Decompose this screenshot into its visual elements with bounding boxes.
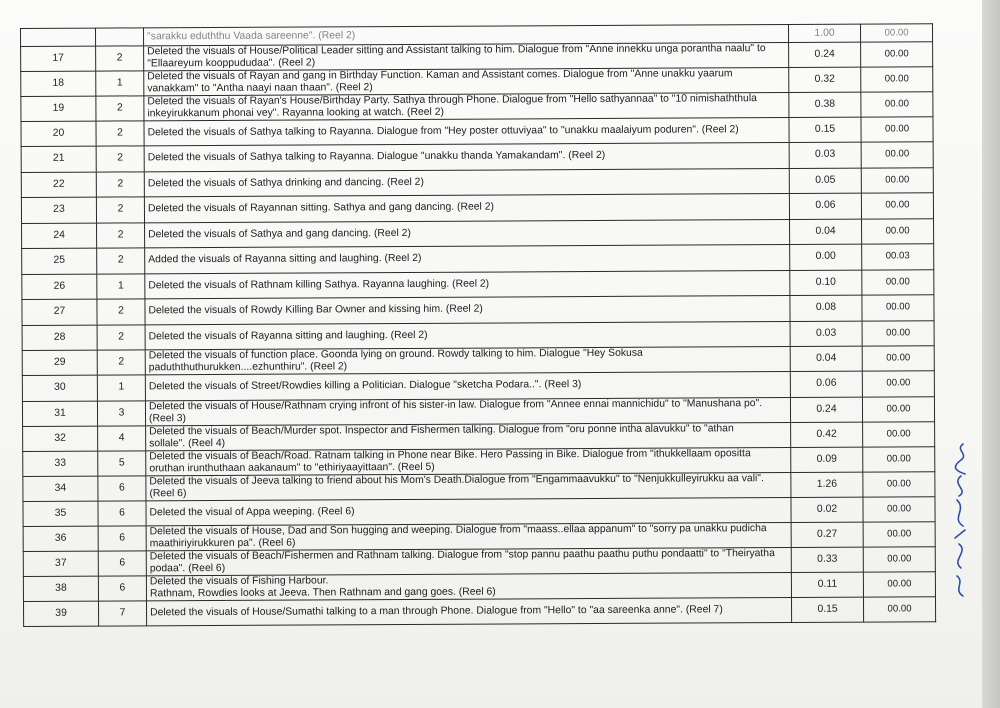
cell-duration-cut: 0.06: [789, 193, 861, 219]
cell-duration-cut: 0.03: [790, 321, 862, 347]
cell-duration-added: 00.00: [861, 67, 933, 92]
cell-reel: 6: [98, 500, 146, 526]
cell-no: 30: [22, 375, 97, 401]
cell-no: [21, 28, 96, 46]
cell-duration-cut: 0.15: [791, 597, 863, 622]
cell-reel: 3: [97, 400, 145, 425]
cell-duration-cut: 0.09: [791, 447, 863, 472]
cell-reel: 6: [98, 526, 146, 551]
cell-description: Deleted the visuals of Beach/Murder spot. Inspector and Fishermen talking. Dialogue from "oru ponne intha alavukku" to "athan sollale". (Reel 4): [146, 422, 791, 450]
cell-description: "sarakku eduththu Vaada sareenne". (Reel 2): [144, 24, 789, 45]
cell-duration-added: 00.00: [862, 269, 934, 295]
cell-duration-cut: 0.33: [791, 547, 863, 572]
cell-no: 37: [23, 551, 98, 576]
cell-duration-cut: 0.24: [789, 42, 861, 67]
cell-no: 28: [22, 325, 97, 351]
cell-reel: 2: [97, 222, 145, 248]
cell-duration-added: 00.00: [862, 371, 934, 397]
cell-duration-added: 00.00: [861, 142, 933, 168]
cell-description: Deleted the visuals of Rowdy Killing Bar Owner and kissing him. (Reel 2): [145, 295, 790, 324]
cell-duration-added: 00.00: [863, 572, 935, 597]
cuts-table-body: [21, 24, 936, 627]
cell-reel: 2: [97, 299, 145, 325]
cell-duration-added: 00.00: [863, 597, 935, 622]
signature: [945, 440, 975, 600]
cell-no: 18: [21, 71, 96, 96]
cell-duration-added: 00.00: [861, 92, 933, 117]
cell-duration-added: 00.00: [863, 522, 935, 547]
cell-no: 35: [23, 501, 98, 527]
cell-description: Deleted the visuals of Rayanna sitting and laughing. (Reel 2): [145, 321, 790, 350]
cell-duration-cut: 0.38: [789, 92, 861, 117]
cell-duration-added: 00.00: [863, 446, 935, 471]
cell-duration-added: 00.00: [863, 547, 935, 572]
cell-no: 17: [21, 46, 96, 71]
cell-no: 31: [22, 401, 97, 426]
cell-description: Deleted the visuals of House, Dad and Son hugging and weeping. Dialogue from "maass..ellaa appanum" to "sorry pa unakku pudicha maathiriyirukkuren pa". (Reel 6): [146, 522, 791, 550]
cell-reel: 2: [97, 324, 145, 350]
cell-description: Deleted the visuals of Rayan and gang in Birthday Function. Kaman and Assistant comes. Dialogue from "Anne unakku yaarum vanakkam" to "Antha naayi naan thaan". (Reel 2): [144, 67, 789, 95]
cell-duration-cut: 0.24: [790, 397, 862, 422]
cell-duration-added: 00.00: [861, 42, 933, 67]
cell-no: 24: [22, 223, 97, 249]
cell-description: Deleted the visuals of Sathya talking to Rayanna. Dialogue from "Hey poster ottuviyaa" to "unakku maalaiyum poduren". (Reel 2): [144, 117, 789, 145]
cell-duration-added: 00.00: [862, 295, 934, 321]
cell-reel: [96, 28, 144, 46]
cell-no: 39: [24, 601, 99, 626]
page-edge: [982, 0, 1000, 708]
cell-reel: 1: [96, 71, 144, 96]
cell-reel: 2: [96, 46, 144, 71]
cell-duration-cut: 0.32: [789, 67, 861, 92]
cell-description: Deleted the visuals of House/Rathnam crying infront of his sister-in law. Dialogue from "Annee ennai mannichidu" to "Manushana po". (Reel 3): [145, 397, 790, 425]
cell-reel: 1: [97, 273, 145, 299]
cell-description: Deleted the visuals of Beach/Road. Ratnam talking in Phone near Bike. Hero Passing in Bike. Dialogue from "ithukkellaam opositta oruthan irunthuthaan aakanaum" to "ethiriyaayittaan". (Reel 5): [146, 447, 791, 475]
cell-duration-added: 00.00: [862, 218, 934, 244]
cuts-table: [20, 23, 936, 627]
cell-no: 20: [21, 121, 96, 146]
cell-duration-cut: 0.03: [789, 142, 861, 168]
cell-duration-added: 00.00: [862, 320, 934, 346]
cell-description: Deleted the visuals of House/Political Leader sitting and Assistant talking to him. Dialogue from "Anne innekku unga porantha naalu" to "Ellaareyum kooppududaa". (Reel 2): [144, 42, 789, 70]
cell-duration-cut: 0.04: [790, 219, 862, 245]
cell-no: 29: [22, 350, 97, 375]
cell-duration-cut: 0.42: [791, 422, 863, 447]
cell-reel: 1: [97, 375, 145, 401]
cell-duration-cut: 0.27: [791, 522, 863, 547]
cell-description: Deleted the visuals of Fishing Harbour. Rathnam, Rowdies looks at Jeeva. Then Rathnam and gang goes. (Reel 6): [146, 572, 791, 600]
cell-duration-added: 00.00: [862, 346, 934, 371]
cell-description: Deleted the visuals of Beach/Fishermen and Rathnam talking. Dialogue from "stop pannu paathu paathu puthu pondaatti" to "Theiryatha podaa". (Reel 6): [146, 547, 791, 575]
cell-description: Deleted the visuals of Rayannan sitting. Sathya and gang dancing. (Reel 2): [144, 193, 789, 222]
cell-reel: 2: [96, 96, 144, 121]
cell-description: Deleted the visuals of House/Sumathi talking to a man through Phone. Dialogue from "Hello" to "aa sareenka anne". (Reel 7): [147, 597, 792, 625]
cell-duration-cut: 1.26: [791, 472, 863, 497]
cell-reel: 6: [98, 475, 146, 500]
cell-no: 26: [22, 274, 97, 300]
table-row: [24, 597, 936, 627]
cell-description: Deleted the visuals of Sathya talking to Rayanna. Dialogue "unakku thanda Yamakandam". (Reel 2): [144, 142, 789, 171]
cell-duration-cut: 0.10: [790, 270, 862, 296]
cell-reel: 2: [96, 146, 144, 172]
cell-no: 25: [22, 248, 97, 274]
cell-no: 23: [21, 197, 96, 223]
cell-description: Deleted the visuals of Street/Rowdies killing a Politician. Dialogue "sketcha Podara..". (Reel 3): [145, 371, 790, 400]
cell-no: 21: [21, 146, 96, 172]
cell-reel: 6: [98, 551, 146, 576]
cell-reel: 4: [98, 425, 146, 450]
cell-description: Added the visuals of Rayanna sitting and laughing. (Reel 2): [145, 244, 790, 273]
cell-duration-added: 00.00: [862, 396, 934, 421]
cell-description: Deleted the visual of Appa weeping. (Reel 6): [146, 497, 791, 526]
cell-no: 36: [23, 526, 98, 551]
cell-duration-cut: 0.05: [789, 168, 861, 194]
cell-duration-added: 00.00: [861, 193, 933, 219]
cell-duration-added: 00.00: [861, 117, 933, 142]
cell-duration-cut: 0.00: [790, 244, 862, 270]
cell-duration-cut: 0.04: [790, 346, 862, 371]
cell-duration-cut: 0.11: [791, 572, 863, 597]
cell-reel: 2: [97, 248, 145, 274]
cell-duration-cut: 0.08: [790, 295, 862, 321]
cell-duration-added: 00.03: [862, 244, 934, 270]
cell-duration-cut: 0.06: [790, 371, 862, 397]
cell-no: 22: [21, 172, 96, 198]
cell-description: Deleted the visuals of function place. Goonda lying on ground. Rowdy talking to him. Dialogue "Hey Sokusa paduththuthurukken....ezhunthiru". (Reel 2): [145, 346, 790, 374]
cell-no: 32: [23, 426, 98, 451]
cell-reel: 7: [99, 601, 147, 626]
cell-duration-added: 00.00: [860, 24, 932, 42]
cell-no: 19: [21, 96, 96, 121]
cell-description: Deleted the visuals of Rayan's House/Birthday Party. Sathya through Phone. Dialogue from "Hello sathyannaa" to "10 nimishaththula inkeyirukkanum phonai vey". Rayanna looking at watch. (Reel 2): [144, 92, 789, 120]
cell-reel: 2: [96, 121, 144, 146]
cell-duration-added: 00.00: [863, 421, 935, 446]
cell-no: 38: [23, 576, 98, 601]
cell-description: Deleted the visuals of Rathnam killing Sathya. Rayanna laughing. (Reel 2): [145, 270, 790, 299]
cell-no: 33: [23, 451, 98, 476]
cell-duration-cut: 1.00: [788, 24, 860, 42]
cell-reel: 5: [98, 450, 146, 475]
cell-no: 34: [23, 476, 98, 501]
cell-duration-cut: 0.02: [791, 497, 863, 523]
cell-description: Deleted the visuals of Sathya drinking and dancing. (Reel 2): [144, 168, 789, 197]
cell-description: Deleted the visuals of Jeeva talking to friend about his Mom's Death.Dialogue from "Engammaavukku" to "Nenjukkulleyirukku aa vali". (Reel 6): [146, 472, 791, 500]
cell-reel: 6: [98, 576, 146, 601]
cell-duration-cut: 0.15: [789, 117, 861, 142]
cell-duration-added: 00.00: [863, 471, 935, 496]
cell-duration-added: 00.00: [861, 167, 933, 193]
cell-reel: 2: [96, 171, 144, 197]
cell-reel: 2: [96, 197, 144, 223]
cell-no: 27: [22, 299, 97, 325]
cell-duration-added: 00.00: [863, 496, 935, 522]
cell-description: Deleted the visuals of Sathya and gang dancing. (Reel 2): [145, 219, 790, 248]
cell-reel: 2: [97, 350, 145, 375]
